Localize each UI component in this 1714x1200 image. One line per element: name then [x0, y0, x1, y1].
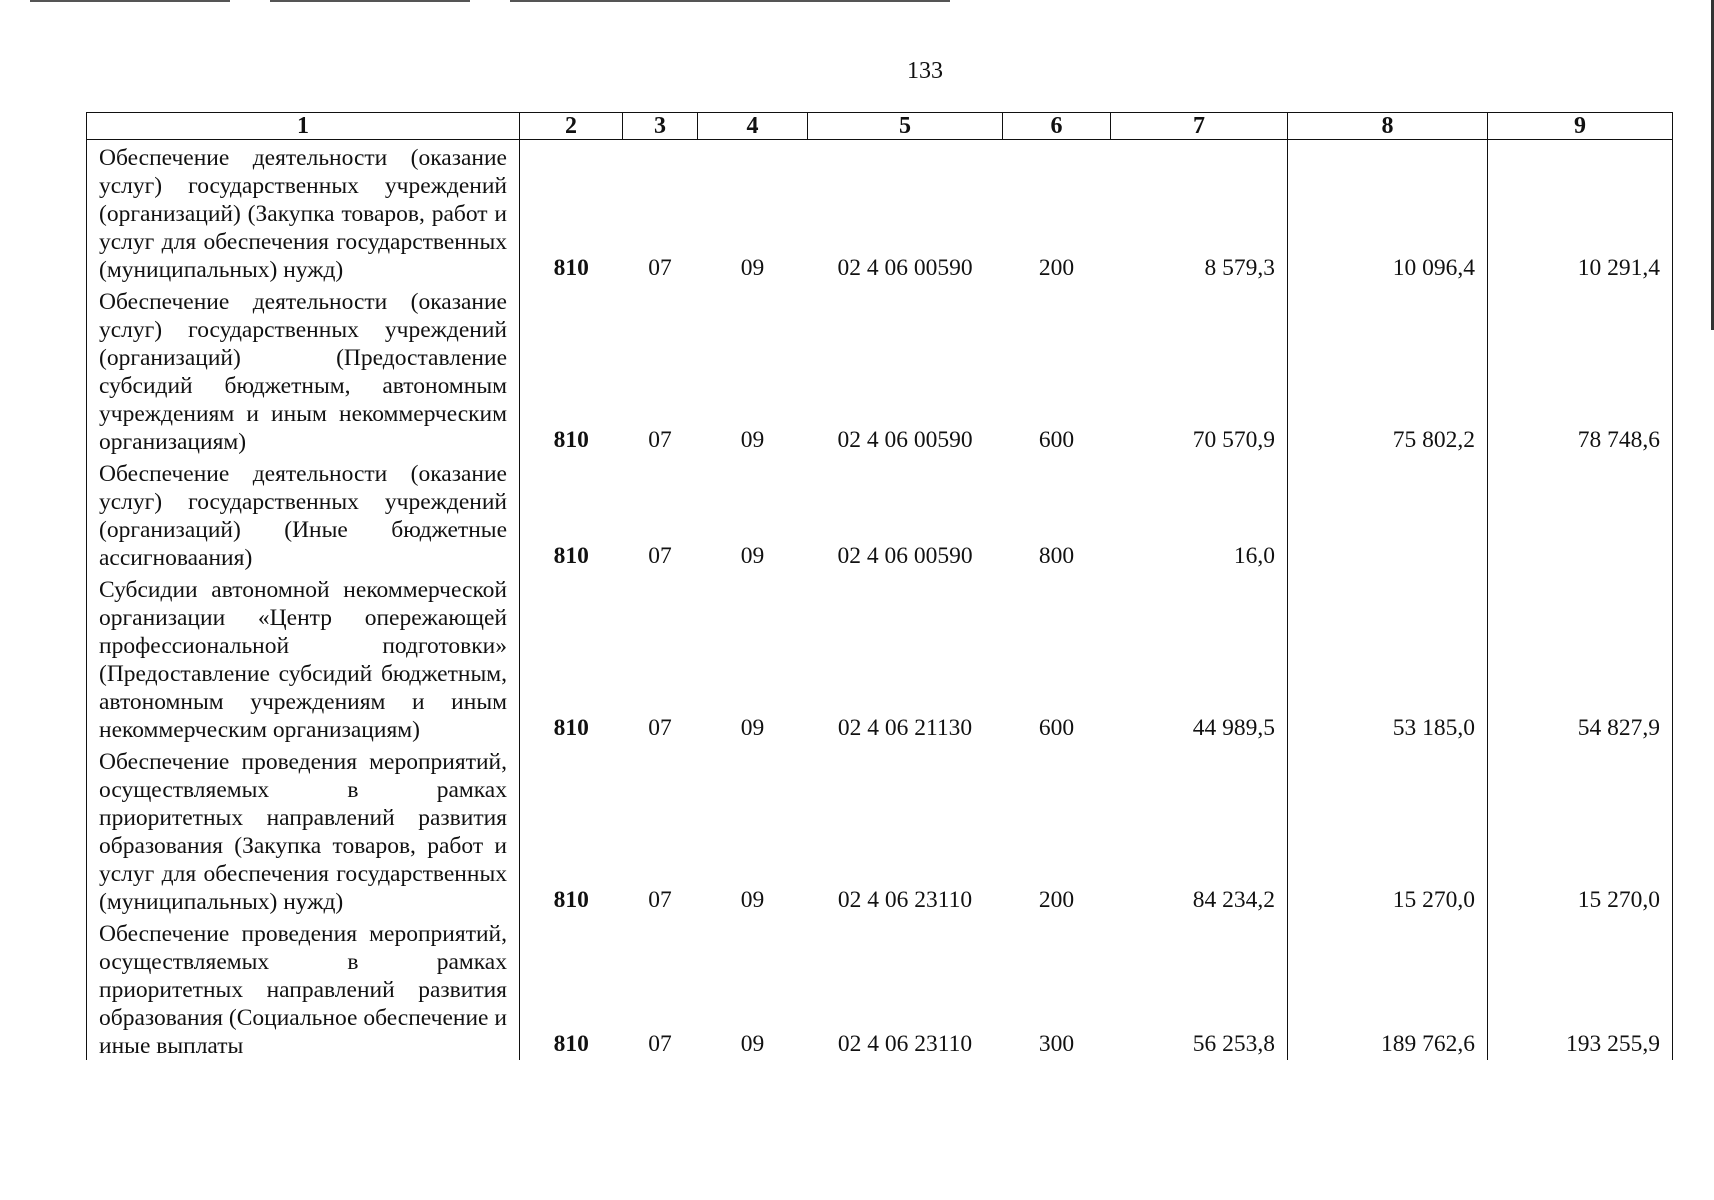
- section-code: 07: [648, 887, 672, 913]
- subsection-code: 09: [740, 887, 765, 913]
- amount-col9: 78 748,6: [1488, 284, 1673, 456]
- col-header-5: 5: [808, 113, 1003, 140]
- target-article-code: 02 4 06 21130: [837, 715, 973, 741]
- target-article-code: 02 4 06 00590: [837, 427, 973, 453]
- col-header-6: 6: [1003, 113, 1111, 140]
- col-header-2: 2: [520, 113, 623, 140]
- row-description: Обеспечение деятельности (оказание услуг) государственных учреждений (организаций) (Предоставление субсидий бюджетным, автономным учреждениям и иным некоммерческим организациям): [87, 284, 520, 456]
- target-article-code: 02 4 06 00590: [837, 255, 973, 281]
- grbs-code: 810: [553, 427, 589, 453]
- row-description: Субсидии автономной некоммерческой организации «Центр опережающей профессиональной подготовки» (Предоставление субсидий бюджетным, автономным учреждениям и иным некоммерческим организациям): [87, 572, 520, 744]
- scan-artifact-line: [30, 0, 230, 2]
- col-header-1: 1: [87, 113, 520, 140]
- target-article-code: 02 4 06 23110: [837, 1031, 973, 1057]
- amount-col9: 193 255,9: [1488, 916, 1673, 1060]
- amount-col9: 54 827,9: [1488, 572, 1673, 744]
- row-description: Обеспечение проведения мероприятий, осуществляемых в рамках приоритетных направлений развития образования (Закупка товаров, работ и услуг для обеспечения государственных (муниципальных) нужд): [87, 744, 520, 916]
- grbs-code: 810: [553, 543, 589, 569]
- budget-table: [86, 112, 1673, 1060]
- row-description: Обеспечение проведения мероприятий, осуществляемых в рамках приоритетных направлений развития образования (Социальное обеспечение и иные выплаты: [87, 916, 520, 1060]
- table-header-row: [87, 113, 1673, 140]
- page-number: 133: [907, 58, 943, 84]
- amount-col7: 44 989,5: [1111, 572, 1288, 744]
- section-code: 07: [648, 1031, 672, 1057]
- amount-col9: 10 291,4: [1488, 140, 1673, 285]
- col-header-4: 4: [698, 113, 808, 140]
- amount-col7: 16,0: [1111, 456, 1288, 572]
- section-code: 07: [648, 715, 672, 741]
- grbs-code: 810: [553, 255, 589, 281]
- grbs-code: 810: [553, 1031, 589, 1057]
- amount-col9: 15 270,0: [1488, 744, 1673, 916]
- col-header-8: 8: [1288, 113, 1488, 140]
- amount-col8: 15 270,0: [1288, 744, 1488, 916]
- subsection-code: 09: [740, 715, 765, 741]
- table-row: [87, 744, 1673, 916]
- col-header-3: 3: [623, 113, 698, 140]
- expense-type-code: 200: [1038, 255, 1075, 281]
- table-row: [87, 572, 1673, 744]
- table-row: [87, 284, 1673, 456]
- expense-type-code: 800: [1038, 543, 1075, 569]
- col-header-9: 9: [1488, 113, 1673, 140]
- target-article-code: 02 4 06 00590: [837, 543, 973, 569]
- grbs-code: 810: [553, 715, 589, 741]
- section-code: 07: [648, 427, 672, 453]
- table-row: [87, 916, 1673, 1060]
- amount-col8: 189 762,6: [1288, 916, 1488, 1060]
- subsection-code: 09: [740, 543, 765, 569]
- grbs-code: 810: [553, 887, 589, 913]
- table-row: [87, 140, 1673, 285]
- amount-col8: 10 096,4: [1288, 140, 1488, 285]
- amount-col7: 56 253,8: [1111, 916, 1288, 1060]
- scan-artifact-line: [510, 0, 950, 2]
- col-header-7: 7: [1111, 113, 1288, 140]
- amount-col7: 8 579,3: [1111, 140, 1288, 285]
- subsection-code: 09: [740, 255, 765, 281]
- section-code: 07: [648, 255, 672, 281]
- table-row: [87, 456, 1673, 572]
- expense-type-code: 600: [1038, 715, 1075, 741]
- expense-type-code: 300: [1038, 1031, 1075, 1057]
- subsection-code: 09: [740, 1031, 765, 1057]
- expense-type-code: 600: [1038, 427, 1075, 453]
- amount-col7: 70 570,9: [1111, 284, 1288, 456]
- amount-col8: [1288, 456, 1488, 572]
- amount-col8: 53 185,0: [1288, 572, 1488, 744]
- row-description: Обеспечение деятельности (оказание услуг) государственных учреждений (организаций) (Иные бюджетные ассигноваания): [87, 456, 520, 572]
- target-article-code: 02 4 06 23110: [837, 887, 973, 913]
- scan-artifact-line: [270, 0, 470, 2]
- amount-col8: 75 802,2: [1288, 284, 1488, 456]
- amount-col9: [1488, 456, 1673, 572]
- subsection-code: 09: [740, 427, 765, 453]
- expense-type-code: 200: [1038, 887, 1075, 913]
- amount-col7: 84 234,2: [1111, 744, 1288, 916]
- row-description: Обеспечение деятельности (оказание услуг) государственных учреждений (организаций) (Закупка товаров, работ и услуг для обеспечения государственных (муниципальных) нужд): [87, 140, 520, 285]
- section-code: 07: [648, 543, 672, 569]
